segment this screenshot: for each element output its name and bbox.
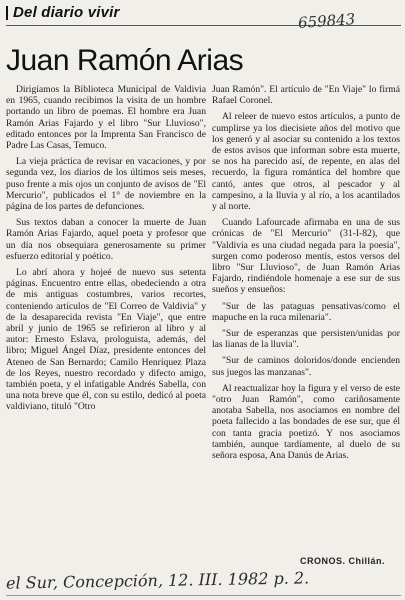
article-byline: CRONOS. Chillán. bbox=[300, 556, 386, 566]
right-verse-1: "Sur de las pataguas pensativas/como el mapuche en la ruca milenaria". bbox=[212, 300, 400, 323]
article-title: Juan Ramón Arias bbox=[6, 44, 244, 77]
article-column-left bbox=[6, 84, 206, 418]
left-paragraph-3: Sus textos daban a conocer la muerte de Juan Ramón Arias Fajardo, aquel poeta y profesor que un día nos obsequiara generosamente su primer esfuerzo editorial y poético. bbox=[6, 217, 206, 262]
section-header bbox=[6, 4, 120, 21]
bottom-rule bbox=[6, 595, 401, 596]
right-verse-2: "Sur de esperanzas que persisten/unidas por las lianas de la lluvia". bbox=[212, 328, 400, 351]
right-paragraph-1: Juan Ramón". El artículo de "En Viaje" lo firmá Rafael Coronel. bbox=[212, 84, 400, 107]
right-verse-3: "Sur de caminos doloridos/donde encienden sus juegos las manzanas". bbox=[212, 355, 400, 378]
left-paragraph-2: La vieja práctica de revisar en vacaciones, y por segunda vez, los diarios de los últimos seis meses, puso frente a mis ojos un conjunto de avisos de "El Mercurio", publicados el 1° de noviembre en la página de los partes de defunciones. bbox=[6, 156, 206, 213]
handwritten-reference-number: 659843 bbox=[297, 10, 356, 32]
right-paragraph-3: Cuando Lafourcade afirmaba en una de sus crónicas de "El Mercurio" (31-I-82), que "Valdivia es una ciudad negada para la poesía", surgen como poderoso mentís, estos versos del libro "Sur Lluvioso", de Juan Ramón Arias Fajardo, rindiéndole homenaje a ese sur de sus sueños y ensueños: bbox=[212, 217, 400, 296]
article-column-right bbox=[212, 84, 400, 466]
right-paragraph-2: Al releer de nuevo estos artículos, a punto de cumplirse ya los diecisiete años del motivo que los generó y al asociar su contenido a los textos de estos avisos que informan sobre esta muerte, se nos ha parecido así, de repente, en alas del recuerdo, la figura romántica del hombre que cantó, antes que otros, al pescador y al campesino, a la lluvia y al río, a los acantilados y al norte. bbox=[212, 111, 400, 213]
left-paragraph-4: Lo abrí ahora y hojeé de nuevo sus setenta páginas. Encuentro entre ellas, obedeciendo a otra de mis antiguas costumbres, varios recortes, conteniendo artículos de "El Correo de Valdivia" y de la desaparecida revista "En Viaje", que entre abril y junio de 1965 se refirieron al libro y al autor: Ernesto Eslava, prologuista, además, del libro; Miguel Ángel Díaz, presidente entonces del Ateneo de San Bernardo; Camilo Henríquez Plaza de los Reyes, nuestro recordado y difecto amigo, también poeta, y el infatigable Andrés Sabella, con una nota breve que él, con su estilo, dedicó al poeta valdiviano, tituló "Otro bbox=[6, 267, 206, 413]
section-header-text: Del diario vivir bbox=[13, 4, 120, 21]
section-header-bar bbox=[6, 6, 8, 20]
right-paragraph-4: Al reactualizar hoy la figura y el verso de este "otro Juan Ramón", como cariñosamente anotaba Sabella, nos asociamos en nombre del poeta fallecido a las bondades de ese sur, que él con tanta gracia poetizó. Y nos asociamos también, aunque tardíamente, al duelo de su señora esposa, Ana Danús de Arias. bbox=[212, 382, 400, 462]
left-paragraph-1: Dirigíamos la Biblioteca Municipal de Valdivia en 1965, cuando recibimos la visita de un hombre portando un libro de poemas. El hombre era Juan Ramón Arias Fajardo y el libro "Sur Lluvioso", editado entonces por la Imprenta San Francisco de Padre Las Casas, Temuco. bbox=[6, 84, 206, 152]
handwritten-source-note: el Sur, Concepción, 12. III. 1982 p. 2. bbox=[5, 568, 310, 593]
